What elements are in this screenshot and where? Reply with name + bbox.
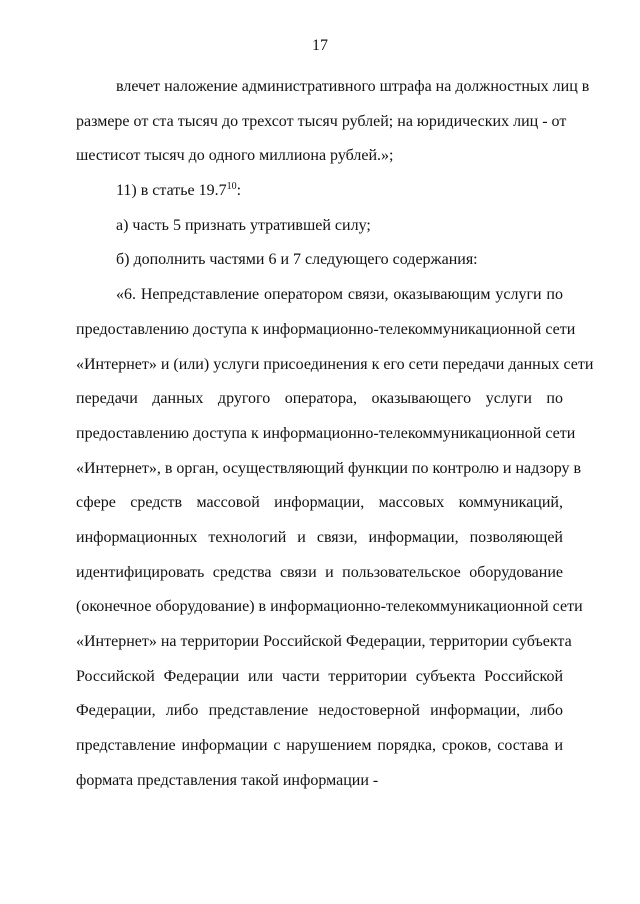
text-line: представление информации с нарушением порядка, сроков, состава и (76, 737, 563, 755)
document-body (76, 70, 594, 798)
text-line: «Интернет» и (или) услуги присоединения к его сети передачи данных сети (76, 355, 594, 373)
page-number: 17 (312, 37, 328, 54)
text-line: Российской Федерации или части территории субъекта Российской (76, 667, 563, 685)
text-line: размере от ста тысяч до трехсот тысяч рублей; на юридических лиц - от (76, 112, 567, 130)
item-11-text: 11) в статье 19.7 (116, 182, 227, 200)
text-line: сфере средств массовой информации, массовых коммуникаций, (76, 494, 563, 512)
text-line: предоставлению доступа к информационно-телекоммуникационной сети (76, 320, 576, 338)
list-item-11 (76, 174, 563, 209)
text-line: передачи данных другого оператора, оказывающего услуги по (76, 390, 563, 408)
item-11-superscript: 10 (226, 181, 237, 193)
text-line: (оконечное оборудование) в информационно-телекоммуникационной сети (76, 598, 583, 616)
text-line: «Интернет», в орган, осуществляющий функции по контролю и надзору в (76, 459, 582, 477)
list-item-b: б) дополнить частями 6 и 7 следующего содержания: (116, 251, 478, 269)
text-line: предоставлению доступа к информационно-телекоммуникационной сети (76, 424, 576, 442)
text-line: идентифицировать средства связи и пользовательское оборудование (76, 563, 563, 581)
text-line: шестисот тысяч до одного миллиона рублей.»; (76, 147, 394, 165)
list-item-a: а) часть 5 признать утратившей силу; (116, 216, 371, 234)
item-11-colon: : (236, 182, 242, 200)
text-line: информационных технологий и связи, информации, позволяющей (76, 528, 563, 546)
text-line: Федерации, либо представление недостоверной информации, либо (76, 702, 563, 720)
text-line: «Интернет» на территории Российской Федерации, территории субъекта (76, 633, 572, 650)
text-line: влечет наложение административного штрафа на должностных лиц в (116, 78, 590, 95)
text-line: «6. Непредставление оператором связи, оказывающим услуги по (116, 286, 563, 304)
text-line: формата представления такой информации - (76, 771, 379, 789)
